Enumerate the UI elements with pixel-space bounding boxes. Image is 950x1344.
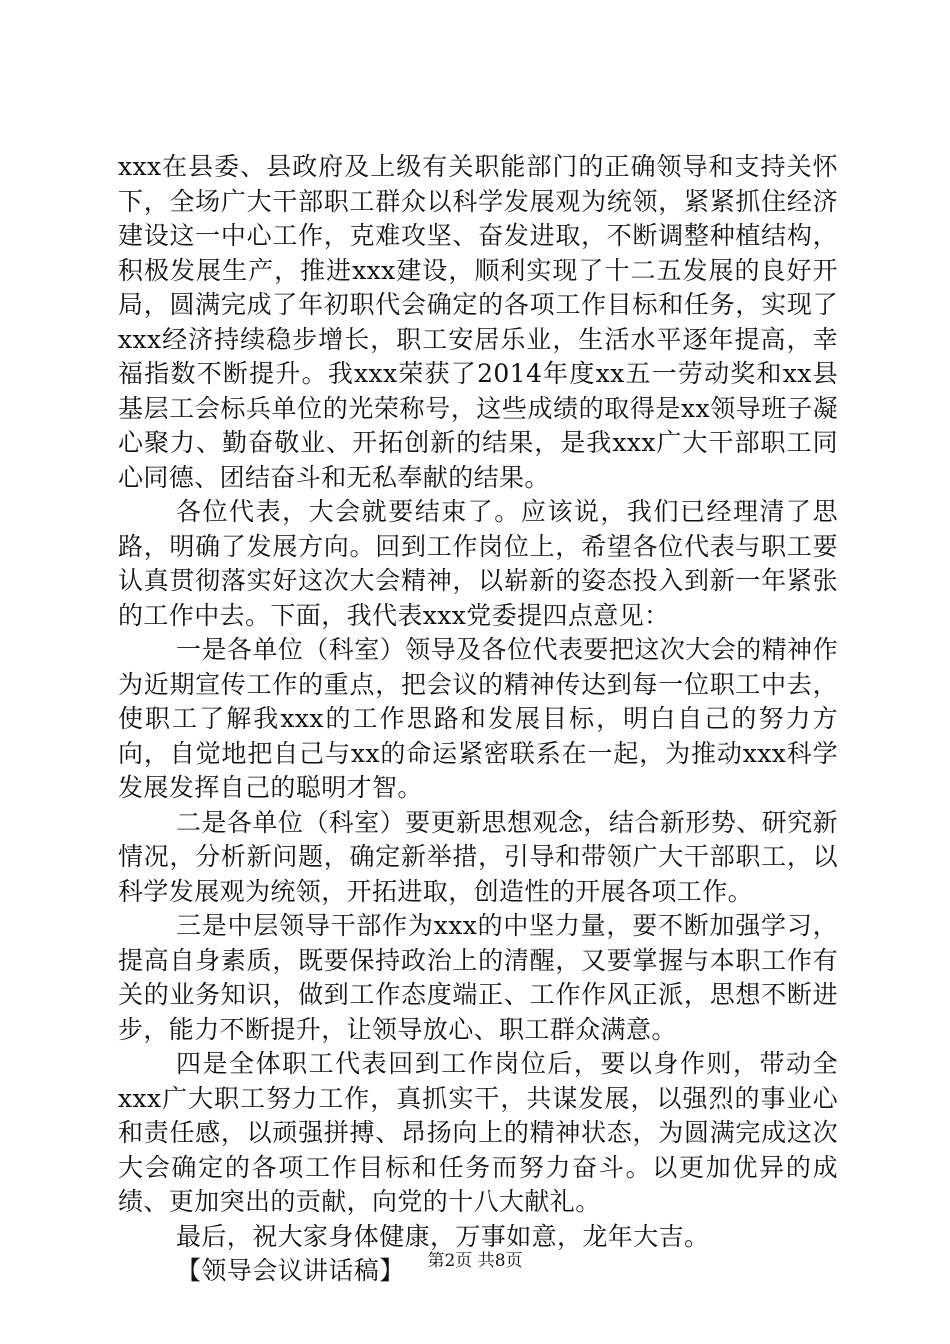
paragraph-opinion-three: 三是中层领导干部作为xxx的中坚力量，要不断加强学习，提高自身素质，既要保持政治上的清醒，又要掌握与本职工作有关的业务知识，做到工作态度端正、工作作风正派，思想不断进步，能力不断提升，让领导放心、职工群众满意。: [118, 911, 838, 1044]
page-number-footer: 第2页 共8页: [427, 1251, 523, 1271]
paragraph-opinion-one: 一是各单位（科室）领导及各位代表要把这次大会的精神作为近期宣传工作的重点，把会议的精神传达到每一位职工中去，使职工了解我xxx的工作思路和发展目标，明白自己的努力方向，自觉地把自己与xx的命运紧密联系在一起，为推动xxx科学发展发挥自己的聪明才智。: [118, 635, 838, 802]
paragraph-opinion-four: 四是全体职工代表回到工作岗位后，要以身作则，带动全xxx广大职工努力工作，真抓实干，共谋发展，以强烈的事业心和责任感，以顽强拼搏、昂扬向上的精神状态，为圆满完成这次大会确定的各项工作目标和任务而努力奋斗。以更加优异的成绩、更加突出的贡献，向党的十八大献礼。: [118, 1049, 838, 1216]
paragraph-closing-remarks: 各位代表，大会就要结束了。应该说，我们已经理清了思路，明确了发展方向。回到工作岗位上，希望各位代表与职工要认真贯彻落实好这次大会精神，以崭新的姿态投入到新一年紧张的工作中去。下面，我代表xxx党委提四点意见：: [118, 497, 838, 630]
paragraph-achievements: xxx在县委、县政府及上级有关职能部门的正确领导和支持关怀下，全场广大干部职工群众以科学发展观为统领，紧紧抓住经济建设这一中心工作，克难攻坚、奋发进取，不断调整种植结构，积极发展生产，推进xxx建设，顺利实现了十二五发展的良好开局，圆满完成了年初职代会确定的各项工作目标和任务，实现了xxx经济持续稳步增长，职工安居乐业，生活水平逐年提高，幸福指数不断提升。我xxx荣获了2014年度xx五一劳动奖和xx县基层工会标兵单位的光荣称号，这些成绩的取得是xx领导班子凝心聚力、勤奋敬业、开拓创新的结果，是我xxx广大干部职工同心同德、团结奋斗和无私奉献的结果。: [118, 152, 838, 492]
document-body: [118, 150, 838, 1289]
paragraph-opinion-two: 二是各单位（科室）要更新思想观念，结合新形势、研究新情况，分析新问题，确定新举措，引导和带领广大干部职工，以科学发展观为统领，开拓进取，创造性的开展各项工作。: [118, 807, 838, 906]
paragraph-section-title: 【领导会议讲话稿】: [176, 1256, 405, 1285]
paragraph-final-wishes: 最后，祝大家身体健康，万事如意，龙年大吉。: [176, 1221, 710, 1251]
